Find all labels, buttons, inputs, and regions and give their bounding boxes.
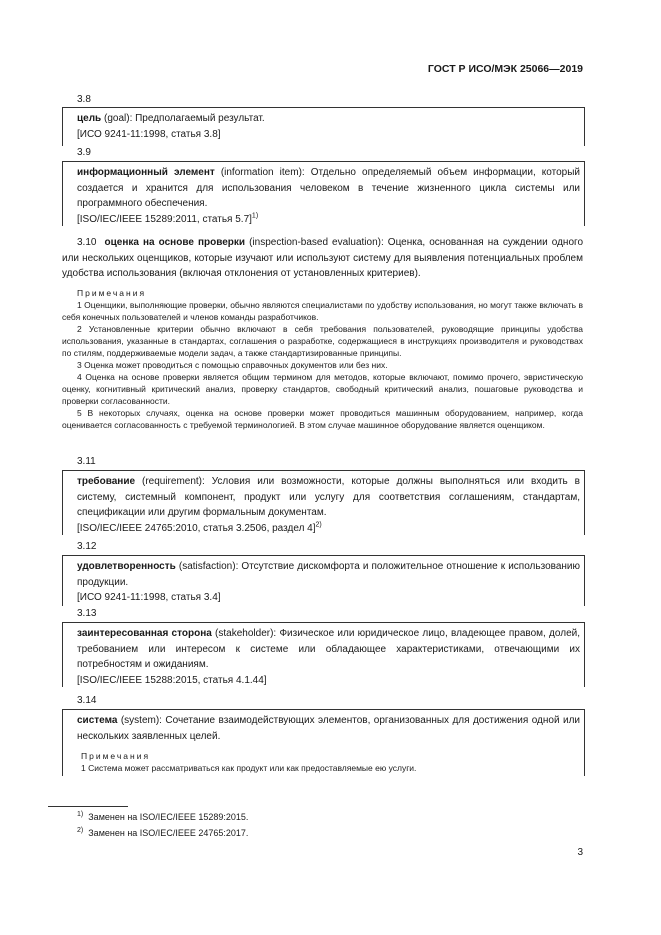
definition: (stakeholder): Физическое или юридическое лицо, владеющее правом, долей, требованием или интересом к системе или обладающее характеристиками, отвечающими их потребностям и ожиданиям. xyxy=(77,628,580,670)
notes-heading: Примечания xyxy=(81,751,151,761)
definition: (system): Сочетание взаимодействующих элементов, организованных для достижения одной или нескольких заявленных целей. xyxy=(77,715,580,742)
footnote-ref: 1) xyxy=(251,212,259,220)
notes-heading: Примечания xyxy=(77,288,147,298)
definition: (satisfaction): Отсутствие дискомфорта и положительное отношение к использованию продукции. xyxy=(77,561,580,588)
definition: (requirement): Условия или возможности, которые должны выполняться или входить в систему, системный компонент, продукт или услугу для соответствия соглашениям, стандартам, спецификации или другим формальным документам. xyxy=(77,476,580,518)
term-definition xyxy=(63,108,584,127)
entry-number: 3.9 xyxy=(77,147,91,158)
term-source: [ISO/IEC/IEEE 24765:2010, статья 3.2506, раздел 4]$^{2)}$ xyxy=(77,521,322,534)
term-definition xyxy=(63,623,584,673)
term-box xyxy=(62,622,585,687)
document-header: ГОСТ Р ИСО/МЭК 25066—2019 xyxy=(427,63,583,75)
entry-number: 3.14 xyxy=(77,695,97,706)
entry-number: 3.11 xyxy=(77,456,96,467)
term: система xyxy=(77,715,118,726)
definition: (inspection-based evaluation): Оценка, основанная на суждении одного или нескольких оценщиков, которые изучают или используют систему для выявления потенциальных проблем удобства использования (включая отклонения от установленных критериев). xyxy=(62,237,584,279)
footnote-separator xyxy=(48,806,128,807)
term-source: [ИСО 9241-11:1998, статья 3.8] xyxy=(77,128,221,140)
definition: (information item): Отдельно определяемый объем информации, который создается и хранится для использования человеком в течение жизненного цикла системы или программного обеспечения. xyxy=(77,167,580,209)
term-box xyxy=(62,709,585,776)
footnote-ref: 2) xyxy=(315,521,322,529)
note-item: 1 Система может рассматриваться как продукт или как предоставляемые ею услуги. xyxy=(81,763,417,773)
entry-number: 3.8 xyxy=(77,94,91,105)
term-definition xyxy=(63,471,584,521)
term-definition xyxy=(63,162,584,212)
term-definition xyxy=(63,710,584,744)
notes-block xyxy=(62,287,583,431)
term-box xyxy=(62,161,585,226)
note-item: 3 Оценка может проводиться с помощью справочных документов или без них. xyxy=(77,360,388,370)
footnote: $^{1)}$ Заменен на ISO/IEC/IEEE 15289:2015. xyxy=(77,811,249,822)
term-source: [ISO/IEC/IEEE 15289:2011, статья 5.7]$^{1)}$ xyxy=(77,212,259,225)
entry-number: 3.10 xyxy=(77,237,97,248)
note-item: 5 В некоторых случаях, оценка на основе проверки может проводиться машинным оборудованием, например, когда оценивается согласованность с требуемой терминологией. В этом случае машинное оборудование является оценщиком. xyxy=(62,408,583,430)
term-definition xyxy=(62,235,583,282)
term: заинтересованная сторона xyxy=(77,628,212,639)
term: оценка на основе проверки xyxy=(104,237,246,248)
term-box xyxy=(62,107,585,146)
page-number: 3 xyxy=(577,847,583,858)
term-source: [ISO/IEC/IEEE 15288:2015, статья 4.1.44] xyxy=(77,674,267,686)
term-box xyxy=(62,555,585,606)
note-item: 4 Оценка на основе проверки является общим термином для методов, которые включают, помимо прочего, эвристическую оценку, когнитивный критический анализ, проверку стандартов, свободный критический анализ, пошаговые руководства и проверки согласованности. xyxy=(62,372,583,406)
term: цель xyxy=(77,113,102,124)
term: удовлетворенность xyxy=(77,561,176,572)
entry-number: 3.12 xyxy=(77,541,97,552)
note-item: 2 Установленные критерии обычно включают в себя требования пользователей, руководящие принципы удобства использования, указанные в стандартах, соглашения о разработке, содержащиеся в инструкциях производителя и руководствах по стилям, поддерживаемые модели задач, а также стандартизированные принципы. xyxy=(62,324,583,358)
entry-number: 3.13 xyxy=(77,608,97,619)
term: требование xyxy=(77,476,136,487)
term-box xyxy=(62,470,585,535)
term-definition xyxy=(63,556,584,590)
term: информационный элемент xyxy=(77,167,215,178)
term-source: [ИСО 9241-11:1998, статья 3.4] xyxy=(77,592,221,603)
definition: (goal): Предполагаемый результат. xyxy=(101,113,265,124)
note-item: 1 Оценщики, выполняющие проверки, обычно являются специалистами по удобству использования, но могут также включать в себя конечных пользователей и членов команды разработчиков. xyxy=(62,300,583,322)
footnote: $^{2)}$ Заменен на ISO/IEC/IEEE 24765:2017. xyxy=(77,827,249,838)
